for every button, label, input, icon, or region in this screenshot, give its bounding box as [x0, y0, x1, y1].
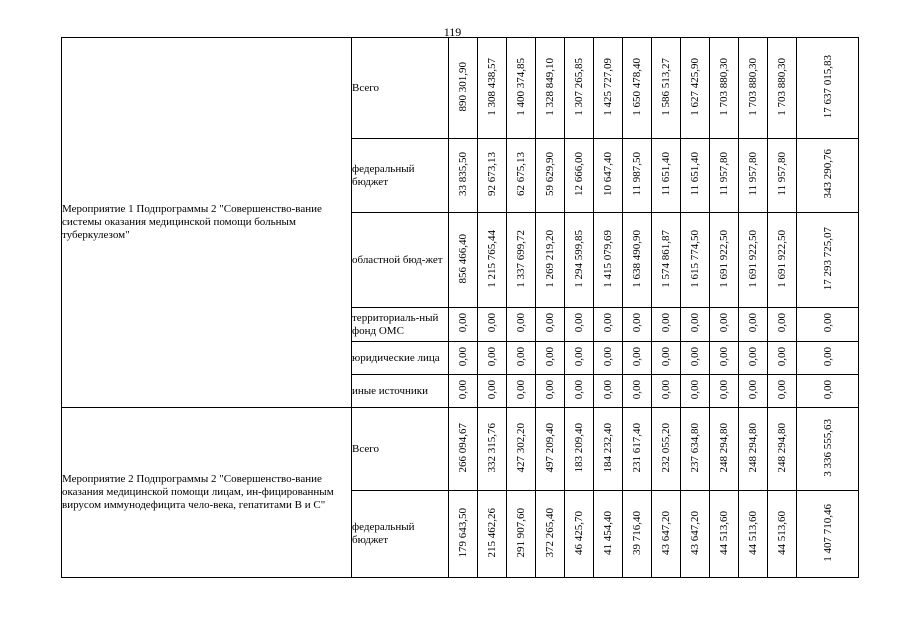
value-cell — [739, 38, 768, 139]
value-text: 0,00 — [457, 313, 469, 333]
value-text: 1 328 849,10 — [544, 57, 556, 116]
value-text: 0,00 — [573, 346, 585, 367]
value-cell — [739, 408, 768, 491]
value-cell — [478, 375, 507, 408]
value-text: 1 638 490,90 — [631, 229, 643, 288]
funding-source: областной бюд-жет — [352, 213, 449, 308]
value-cell — [797, 38, 859, 139]
value-text: 0,00 — [660, 346, 672, 367]
value-text: 215 462,26 — [486, 507, 498, 558]
value-cell — [449, 308, 478, 342]
value-cell — [710, 308, 739, 342]
value-cell — [536, 308, 565, 342]
value-cell — [449, 375, 478, 408]
value-cell — [507, 408, 536, 491]
value-text: 248 294,80 — [747, 422, 759, 473]
value-text: 1 294 599,85 — [573, 229, 585, 288]
value-text: 0,00 — [602, 379, 614, 400]
value-cell — [565, 342, 594, 375]
value-cell — [536, 139, 565, 213]
value-text: 0,00 — [544, 313, 556, 333]
value-text: 17 293 725,07 — [821, 226, 834, 291]
value-cell — [507, 213, 536, 308]
value-cell — [710, 213, 739, 308]
value-cell — [739, 375, 768, 408]
value-text: 0,00 — [747, 346, 759, 367]
funding-source: федеральный бюджет — [352, 491, 449, 578]
value-text: 44 513,60 — [747, 510, 759, 555]
value-text: 1 337 699,72 — [515, 229, 527, 288]
value-text: 231 617,40 — [631, 422, 643, 473]
value-text: 0,00 — [821, 313, 834, 333]
value-text: 0,00 — [457, 379, 469, 400]
value-text: 46 425,70 — [573, 510, 585, 555]
value-text: 1 407 710,46 — [821, 503, 834, 562]
value-text: 33 835,50 — [457, 152, 469, 196]
value-text: 1 269 219,20 — [544, 229, 556, 288]
value-text: 237 634,80 — [689, 422, 701, 473]
page-number: 119 — [443, 25, 462, 39]
value-cell — [565, 491, 594, 578]
value-cell — [478, 308, 507, 342]
table-row — [62, 408, 859, 491]
value-cell — [507, 342, 536, 375]
value-text: 183 209,40 — [573, 422, 585, 473]
value-cell — [652, 342, 681, 375]
value-text: 41 454,40 — [602, 510, 614, 555]
value-text: 248 294,80 — [776, 422, 788, 473]
value-cell — [710, 139, 739, 213]
value-cell — [652, 408, 681, 491]
value-text: 1 307 265,85 — [573, 57, 585, 116]
value-cell — [449, 139, 478, 213]
value-cell — [768, 491, 797, 578]
value-text: 0,00 — [631, 379, 643, 400]
value-cell — [594, 139, 623, 213]
value-cell — [681, 491, 710, 578]
value-text: 0,00 — [486, 346, 498, 367]
value-text: 0,00 — [776, 346, 788, 367]
value-text: 39 716,40 — [631, 510, 643, 555]
value-cell — [507, 38, 536, 139]
value-text: 0,00 — [660, 313, 672, 333]
value-text: 179 643,50 — [457, 507, 469, 558]
value-cell — [797, 139, 859, 213]
value-text: 497 209,40 — [544, 422, 556, 473]
value-cell — [449, 38, 478, 139]
value-cell — [681, 342, 710, 375]
value-text: 266 094,67 — [457, 422, 469, 473]
funding-source: федеральный бюджет — [352, 139, 449, 213]
value-text: 0,00 — [821, 346, 834, 367]
value-text: 62 675,13 — [515, 152, 527, 196]
value-text: 856 466,40 — [457, 233, 469, 284]
value-text: 0,00 — [631, 313, 643, 333]
value-text: 44 513,60 — [776, 510, 788, 555]
value-cell — [710, 408, 739, 491]
value-text: 1 400 374,85 — [515, 57, 527, 116]
value-text: 3 336 555,63 — [821, 418, 834, 477]
value-cell — [681, 213, 710, 308]
value-cell — [594, 491, 623, 578]
value-text: 0,00 — [602, 346, 614, 367]
value-cell — [797, 375, 859, 408]
value-cell — [681, 408, 710, 491]
value-cell — [797, 491, 859, 578]
value-cell — [565, 308, 594, 342]
value-text: 1 650 478,40 — [631, 57, 643, 116]
value-cell — [594, 38, 623, 139]
value-cell — [449, 491, 478, 578]
value-cell — [681, 375, 710, 408]
value-cell — [652, 375, 681, 408]
value-cell — [536, 38, 565, 139]
value-text: 17 637 015,83 — [821, 54, 834, 119]
value-cell — [739, 213, 768, 308]
value-text: 1 574 861,87 — [660, 229, 672, 288]
value-text: 1 627 425,90 — [689, 57, 701, 116]
value-text: 0,00 — [821, 379, 834, 400]
value-cell — [594, 308, 623, 342]
value-text: 1 691 922,50 — [718, 229, 730, 288]
value-text: 232 055,20 — [660, 422, 672, 473]
value-cell — [507, 491, 536, 578]
value-text: 11 651,40 — [660, 152, 672, 196]
value-text: 11 957,80 — [718, 152, 730, 196]
value-cell — [536, 213, 565, 308]
value-cell — [681, 38, 710, 139]
value-text: 1 703 880,30 — [776, 57, 788, 116]
value-text: 0,00 — [544, 379, 556, 400]
value-text: 291 907,60 — [515, 507, 527, 558]
value-cell — [768, 375, 797, 408]
value-cell — [623, 213, 652, 308]
value-text: 332 315,76 — [486, 422, 498, 473]
activity-title: Мероприятие 2 Подпрограммы 2 "Совершенство-вание оказания медицинской помощи лицам, ин-фицированным вирусом иммунодефицита чело-века, гепатитами В и С" — [62, 408, 352, 578]
value-cell — [536, 491, 565, 578]
value-cell — [507, 139, 536, 213]
value-cell — [536, 375, 565, 408]
value-text: 0,00 — [747, 379, 759, 400]
value-text: 0,00 — [718, 379, 730, 400]
funding-source: иные источники — [352, 375, 449, 408]
value-text: 0,00 — [718, 313, 730, 333]
value-text: 0,00 — [689, 313, 701, 333]
value-cell — [652, 308, 681, 342]
value-cell — [449, 408, 478, 491]
value-text: 0,00 — [457, 346, 469, 367]
value-text: 1 703 880,30 — [718, 57, 730, 116]
value-cell — [536, 408, 565, 491]
value-cell — [623, 139, 652, 213]
value-cell — [739, 139, 768, 213]
value-cell — [739, 308, 768, 342]
value-text: 11 651,40 — [689, 152, 701, 196]
value-cell — [768, 38, 797, 139]
value-text: 0,00 — [515, 346, 527, 367]
value-text: 0,00 — [573, 379, 585, 400]
value-cell — [565, 375, 594, 408]
value-text: 0,00 — [544, 346, 556, 367]
funding-source: территориаль-ный фонд ОМС — [352, 308, 449, 342]
value-cell — [478, 38, 507, 139]
value-cell — [478, 139, 507, 213]
value-cell — [710, 491, 739, 578]
value-cell — [623, 491, 652, 578]
value-text: 0,00 — [486, 379, 498, 400]
value-text: 92 673,13 — [486, 152, 498, 196]
value-cell — [768, 342, 797, 375]
value-text: 12 666,00 — [573, 152, 585, 196]
value-cell — [681, 139, 710, 213]
value-cell — [594, 408, 623, 491]
value-cell — [768, 213, 797, 308]
value-text: 0,00 — [718, 346, 730, 367]
value-text: 43 647,20 — [689, 510, 701, 555]
value-cell — [536, 342, 565, 375]
value-text: 43 647,20 — [660, 510, 672, 555]
value-cell — [797, 308, 859, 342]
value-text: 1 586 513,27 — [660, 57, 672, 116]
value-cell — [739, 491, 768, 578]
value-text: 0,00 — [602, 313, 614, 333]
value-text: 343 290,76 — [821, 149, 834, 199]
value-cell — [565, 139, 594, 213]
value-text: 184 232,40 — [602, 422, 614, 473]
value-text: 1 691 922,50 — [747, 229, 759, 288]
value-text: 0,00 — [776, 313, 788, 333]
value-cell — [797, 408, 859, 491]
value-cell — [710, 375, 739, 408]
value-cell — [449, 213, 478, 308]
funding-source: юридические лица — [352, 342, 449, 375]
value-cell — [681, 308, 710, 342]
value-text: 0,00 — [689, 379, 701, 400]
funding-source: Всего — [352, 408, 449, 491]
table-row — [62, 38, 859, 139]
value-cell — [594, 213, 623, 308]
value-cell — [739, 342, 768, 375]
value-text: 0,00 — [515, 379, 527, 400]
value-text: 11 987,50 — [631, 152, 643, 196]
value-text: 0,00 — [776, 379, 788, 400]
value-cell — [797, 342, 859, 375]
value-cell — [623, 38, 652, 139]
value-cell — [710, 38, 739, 139]
value-cell — [652, 38, 681, 139]
value-cell — [594, 375, 623, 408]
value-text: 0,00 — [573, 313, 585, 333]
value-text: 10 647,40 — [602, 152, 614, 196]
value-cell — [797, 213, 859, 308]
value-text: 1 703 880,30 — [747, 57, 759, 116]
value-text: 1 615 774,50 — [689, 229, 701, 288]
value-cell — [623, 375, 652, 408]
value-text: 11 957,80 — [747, 152, 759, 196]
value-text: 890 301,90 — [457, 61, 469, 112]
value-cell — [623, 342, 652, 375]
value-cell — [507, 308, 536, 342]
value-text: 1 415 079,69 — [602, 229, 614, 288]
value-cell — [652, 139, 681, 213]
value-cell — [623, 408, 652, 491]
value-text: 1 691 922,50 — [776, 229, 788, 288]
value-cell — [768, 308, 797, 342]
value-text: 372 265,40 — [544, 507, 556, 558]
value-cell — [478, 491, 507, 578]
value-text: 1 215 765,44 — [486, 229, 498, 288]
budget-table — [61, 37, 859, 578]
value-cell — [652, 213, 681, 308]
value-cell — [652, 491, 681, 578]
value-cell — [478, 213, 507, 308]
value-text: 427 302,20 — [515, 422, 527, 473]
value-text: 0,00 — [660, 379, 672, 400]
value-text: 248 294,80 — [718, 422, 730, 473]
value-cell — [449, 342, 478, 375]
value-cell — [594, 342, 623, 375]
value-cell — [565, 38, 594, 139]
value-cell — [565, 408, 594, 491]
value-text: 1 308 438,57 — [486, 57, 498, 116]
value-text: 0,00 — [486, 313, 498, 333]
value-cell — [710, 342, 739, 375]
value-cell — [768, 139, 797, 213]
value-text: 59 629,90 — [544, 152, 556, 196]
value-text: 0,00 — [631, 346, 643, 367]
value-text: 0,00 — [747, 313, 759, 333]
value-cell — [478, 342, 507, 375]
value-text: 0,00 — [689, 346, 701, 367]
value-text: 0,00 — [515, 313, 527, 333]
value-cell — [768, 408, 797, 491]
value-cell — [623, 308, 652, 342]
value-text: 44 513,60 — [718, 510, 730, 555]
value-text: 11 957,80 — [776, 152, 788, 196]
value-cell — [507, 375, 536, 408]
value-cell — [478, 408, 507, 491]
value-text: 1 425 727,09 — [602, 57, 614, 116]
value-cell — [565, 213, 594, 308]
activity-title: Мероприятие 1 Подпрограммы 2 "Совершенство-вание системы оказания медицинской помощи больным туберкулезом" — [62, 38, 352, 408]
funding-source: Всего — [352, 38, 449, 139]
